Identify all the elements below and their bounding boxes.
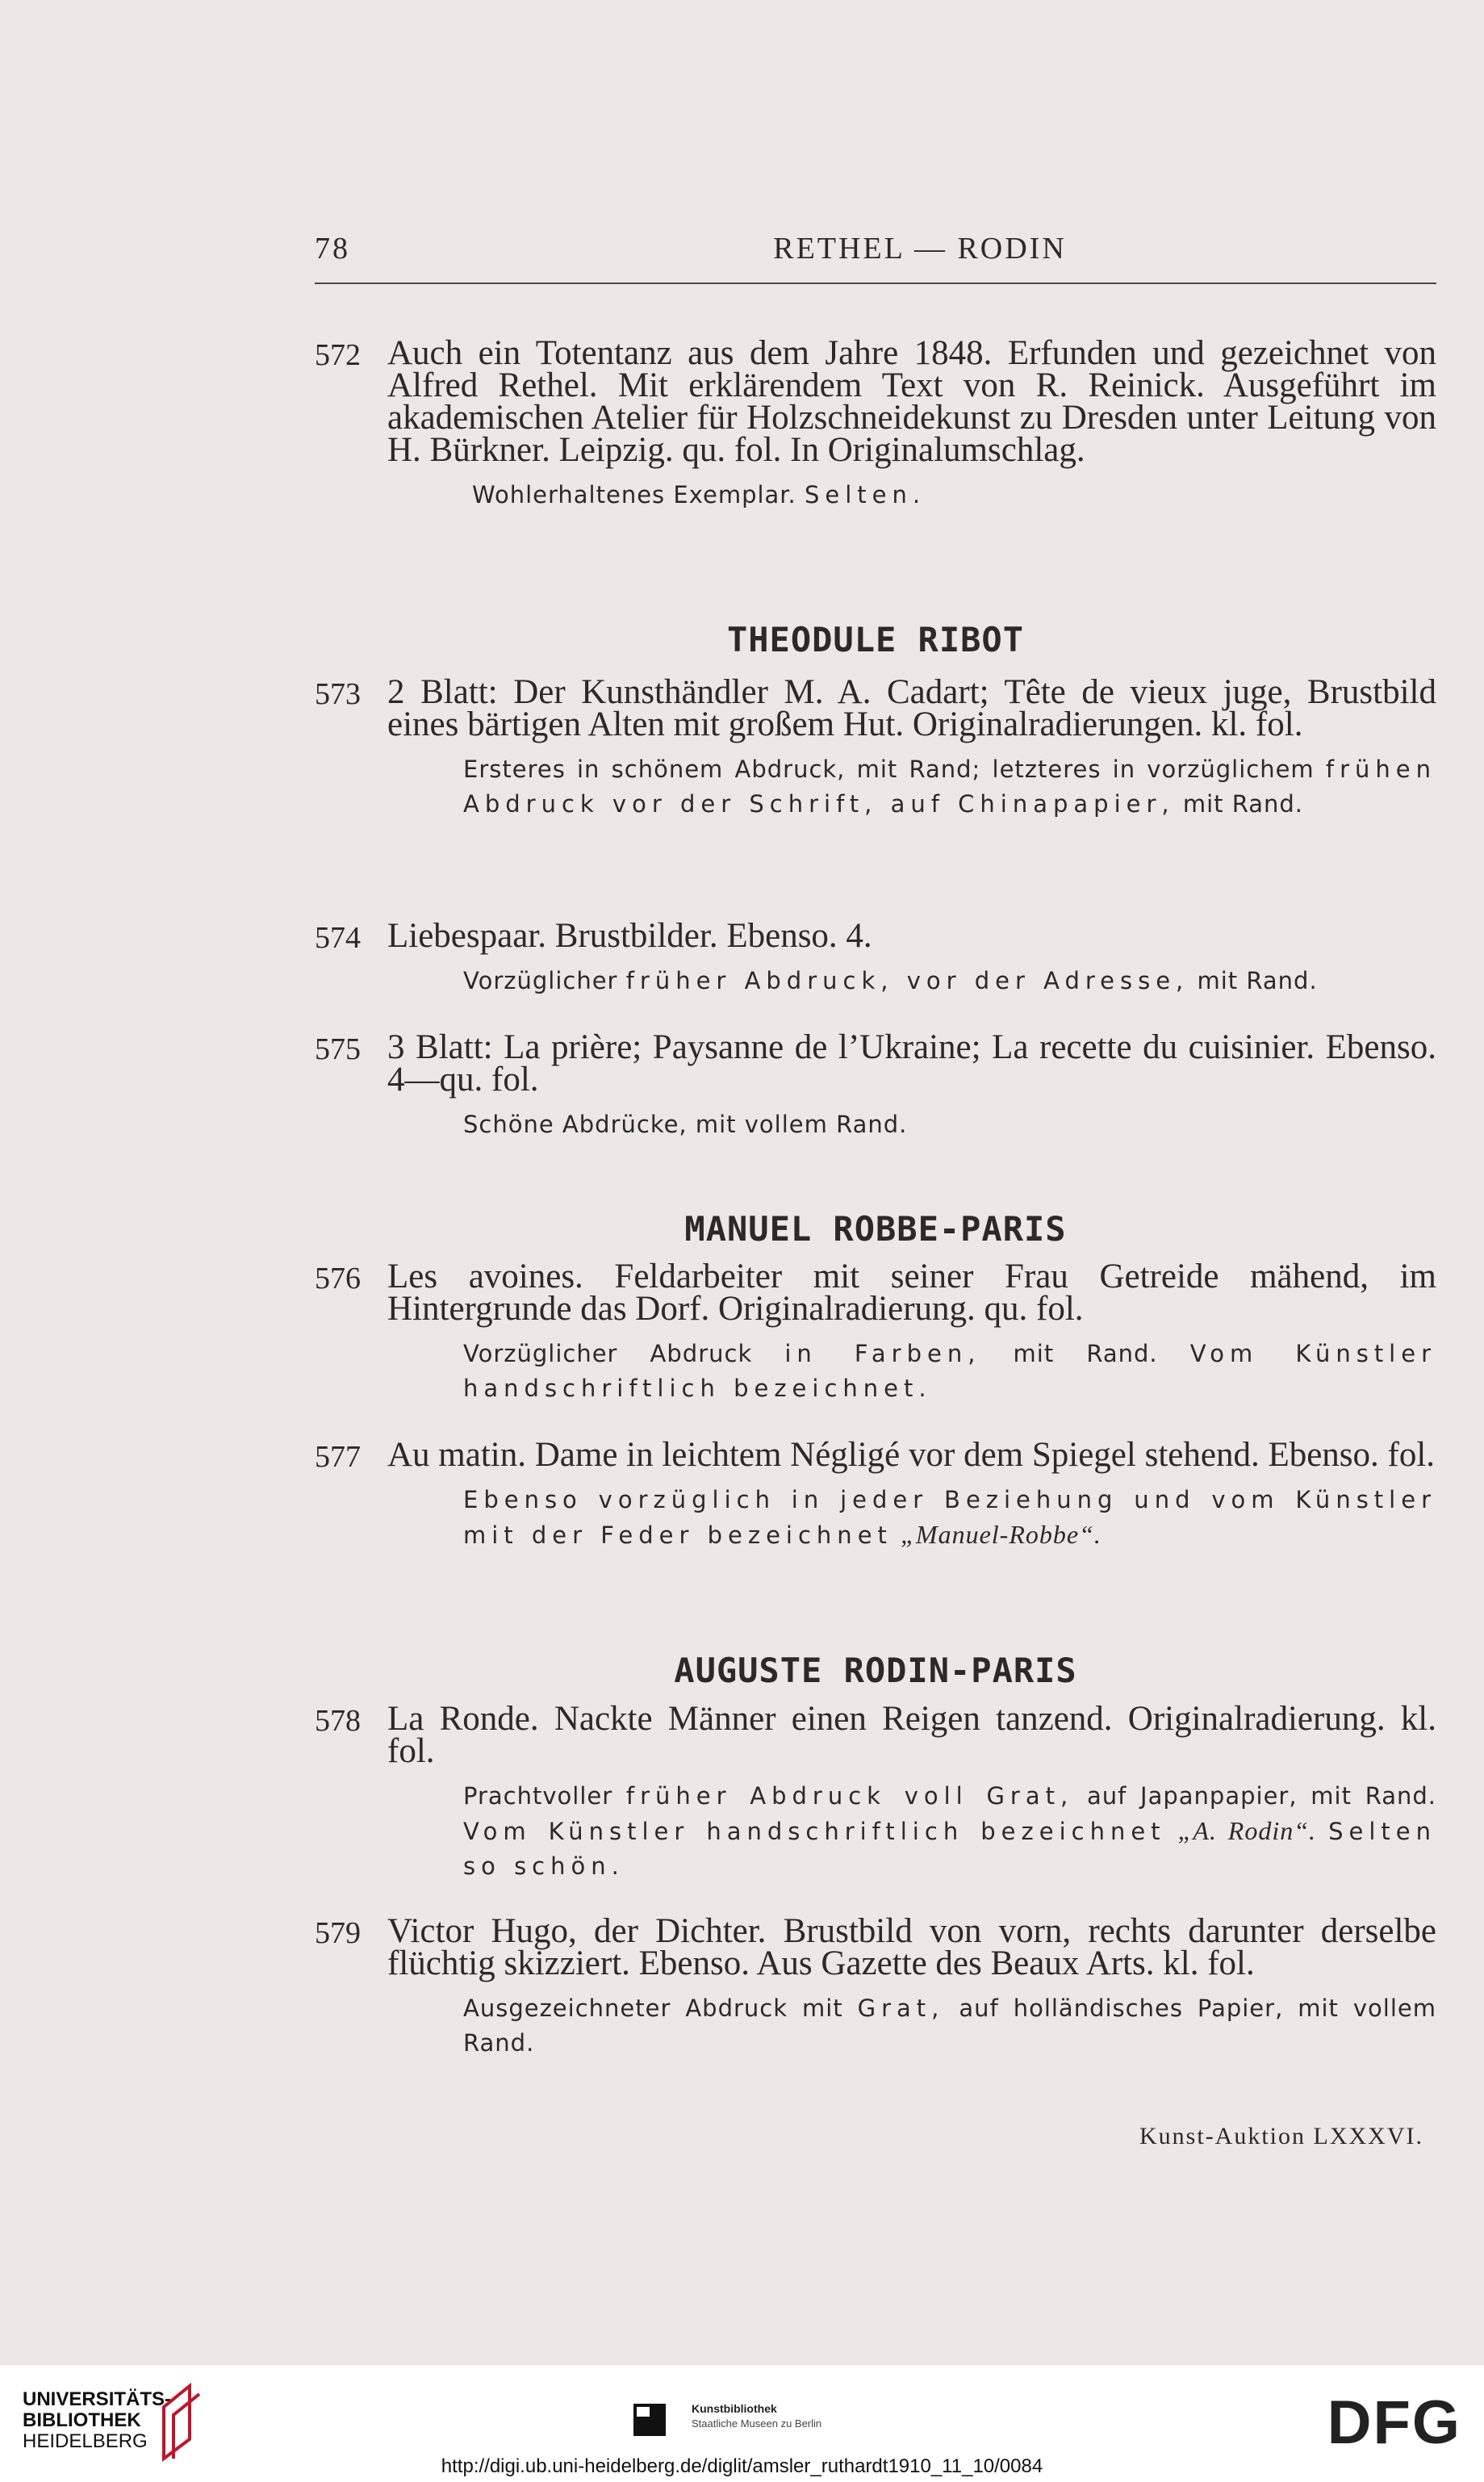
note-text: Ersteres in schönem Abdruck, mit Rand; letzteres in vorzüglichem (463, 755, 1315, 783)
entry-note (463, 964, 1436, 998)
entry-text: La Ronde. Nackte Männer einen Reigen tanzend. Originalradierung. kl. fol. (387, 1700, 1436, 1770)
entry-note (472, 478, 1436, 513)
note-spaced-text: früher Abdruck, vor der Adresse, (625, 967, 1189, 994)
entry-text: Victor Hugo, der Dichter. Brustbild von vorn, rechts darunter derselbe flüchtig skizziert. Ebenso. Aus Gazette des Beaux Arts. kl. fol. (387, 1912, 1436, 1982)
catalog-entry-575 (315, 1028, 1436, 1142)
entry-text: Les avoines. Feldarbeiter mit seiner Frau Getreide mähend, im Hintergrunde das Dorf. Originalradierung. qu. fol. (387, 1258, 1436, 1328)
entry-number: 572 (315, 338, 361, 372)
note-spaced-text: frühen Abdruck vor der Schrift, auf Chinapapier, (463, 755, 1437, 818)
note-spaced-text: Vom Künstler handschriftlich bezeichnet. (463, 1340, 1437, 1402)
catalog-entry-574 (315, 917, 1436, 998)
entry-text: 2 Blatt: Der Kunsthändler M. A. Cadart; Tête de vieux juge, Brustbild eines bärtigen Alten mit großem Hut. Originalradierungen. kl. fol. (387, 673, 1436, 743)
note-text: mit Rand. (1013, 1340, 1158, 1367)
entry-note (463, 1779, 1436, 1884)
header-rule (315, 283, 1436, 284)
note-text: mit Rand. (1197, 967, 1318, 994)
ub-logo-line1: UNIVERSITÄTS- (23, 2388, 172, 2410)
kb-subtitle: Staatliche Museen zu Berlin (692, 2417, 822, 2430)
section-heading-robbe: MANUEL ROBBE-PARIS (684, 1209, 1067, 1249)
entry-note: Schöne Abdrücke, mit vollem Rand. (463, 1111, 908, 1138)
ub-logo-line3: HEIDELBERG (23, 2430, 148, 2452)
digitization-footer-bar (0, 2365, 1484, 2482)
catalog-footer: Kunst-Auktion LXXXVI. (1139, 2123, 1423, 2149)
entry-number: 576 (315, 1262, 361, 1295)
section-heading-rodin: AUGUSTE RODIN-PARIS (674, 1651, 1077, 1690)
note-spaced-text: Selten. (805, 481, 926, 509)
page-number: 78 (315, 232, 350, 266)
catalog-entry-573 (315, 673, 1437, 822)
entry-text: 3 Blatt: La prière; Paysanne de l’Ukraine; La recette du cuisinier. Ebenso. 4—qu. fol. (387, 1028, 1436, 1099)
ub-logo-line2: BIBLIOTHEK (23, 2409, 141, 2431)
note-text: auf Japanpapier, mit Rand. (1086, 1782, 1436, 1810)
entry-number: 573 (315, 677, 361, 711)
entry-number: 574 (315, 921, 361, 955)
ub-emblem-icon (157, 2383, 206, 2463)
section-heading-ribot: THEODULE RIBOT (726, 620, 1024, 659)
note-text: mit Rand. (1182, 790, 1304, 818)
note-text: auf holländisches Papier, mit vollem Rand. (463, 1994, 1436, 2057)
note-spaced-text: Ebenso vorzüglich in jeder Beziehung und vom Künstler mit der Feder bezeichnet (463, 1486, 1436, 1549)
entry-number: 579 (315, 1916, 361, 1950)
note-text: Prachtvoller (463, 1782, 613, 1810)
entry-note (463, 1337, 1436, 1406)
running-title: RETHEL — RODIN (773, 232, 1067, 266)
note-italic-signature: „A. Rodin“. (1177, 1816, 1317, 1845)
note-spaced-text: früher Abdruck voll Grat, (625, 1782, 1074, 1810)
entry-text: Liebespaar. Brustbilder. Ebenso. 4. (387, 917, 872, 955)
note-italic-signature: „Manuel-Robbe“. (901, 1520, 1102, 1549)
catalog-entry-578 (315, 1700, 1436, 1884)
entry-text: Auch ein Totentanz aus dem Jahre 1848. Erfunden und gezeichnet von Alfred Rethel. Mit erklärendem Text von R. Reinick. Ausgeführt im akademischen Atelier für Holzschneidekunst zu Dresden unter Leitung von H. Bürkner. Leipzig. qu. fol. In Originalumschlag. (387, 334, 1436, 469)
note-spaced-text: Selten so schön. (463, 1818, 1436, 1880)
entry-number: 575 (315, 1032, 361, 1066)
note-spaced-text: Vom Künstler handschriftlich bezeichnet (463, 1818, 1166, 1845)
note-text: Ausgezeichneter Abdruck mit (463, 1994, 843, 2022)
dfg-logo[interactable]: DFG (1327, 2388, 1461, 2457)
entry-note (463, 1991, 1436, 2061)
note-spaced-text: Grat, (857, 1994, 945, 2022)
entry-number: 577 (315, 1440, 361, 1474)
note-text: Wohlerhaltenes Exemplar. (472, 481, 796, 509)
kunstbibliothek-emblem-icon (633, 2404, 666, 2436)
entry-note (463, 752, 1436, 822)
note-spaced-text: in Farben, (784, 1340, 981, 1367)
note-text: Vorzüglicher (463, 967, 618, 994)
note-text: Vorzüglicher Abdruck (463, 1340, 753, 1367)
catalog-entry-572 (315, 334, 1436, 513)
catalog-entry-576 (315, 1258, 1437, 1406)
university-library-logo[interactable] (23, 2389, 171, 2452)
catalog-entry-579 (315, 1912, 1436, 2061)
entry-text: Au matin. Dame in leichtem Négligé vor dem Spiegel stehend. Ebenso. fol. (387, 1436, 1436, 1474)
running-head (315, 231, 1436, 273)
entry-number: 578 (315, 1704, 361, 1738)
source-url-link[interactable]: http://digi.ub.uni-heidelberg.de/diglit/amsler_ruthardt1910_11_10/0084 (441, 2455, 1043, 2477)
entry-note (463, 1483, 1436, 1553)
kb-name: Kunstbibliothek (692, 2402, 777, 2415)
catalog-entry-577 (315, 1436, 1436, 1553)
